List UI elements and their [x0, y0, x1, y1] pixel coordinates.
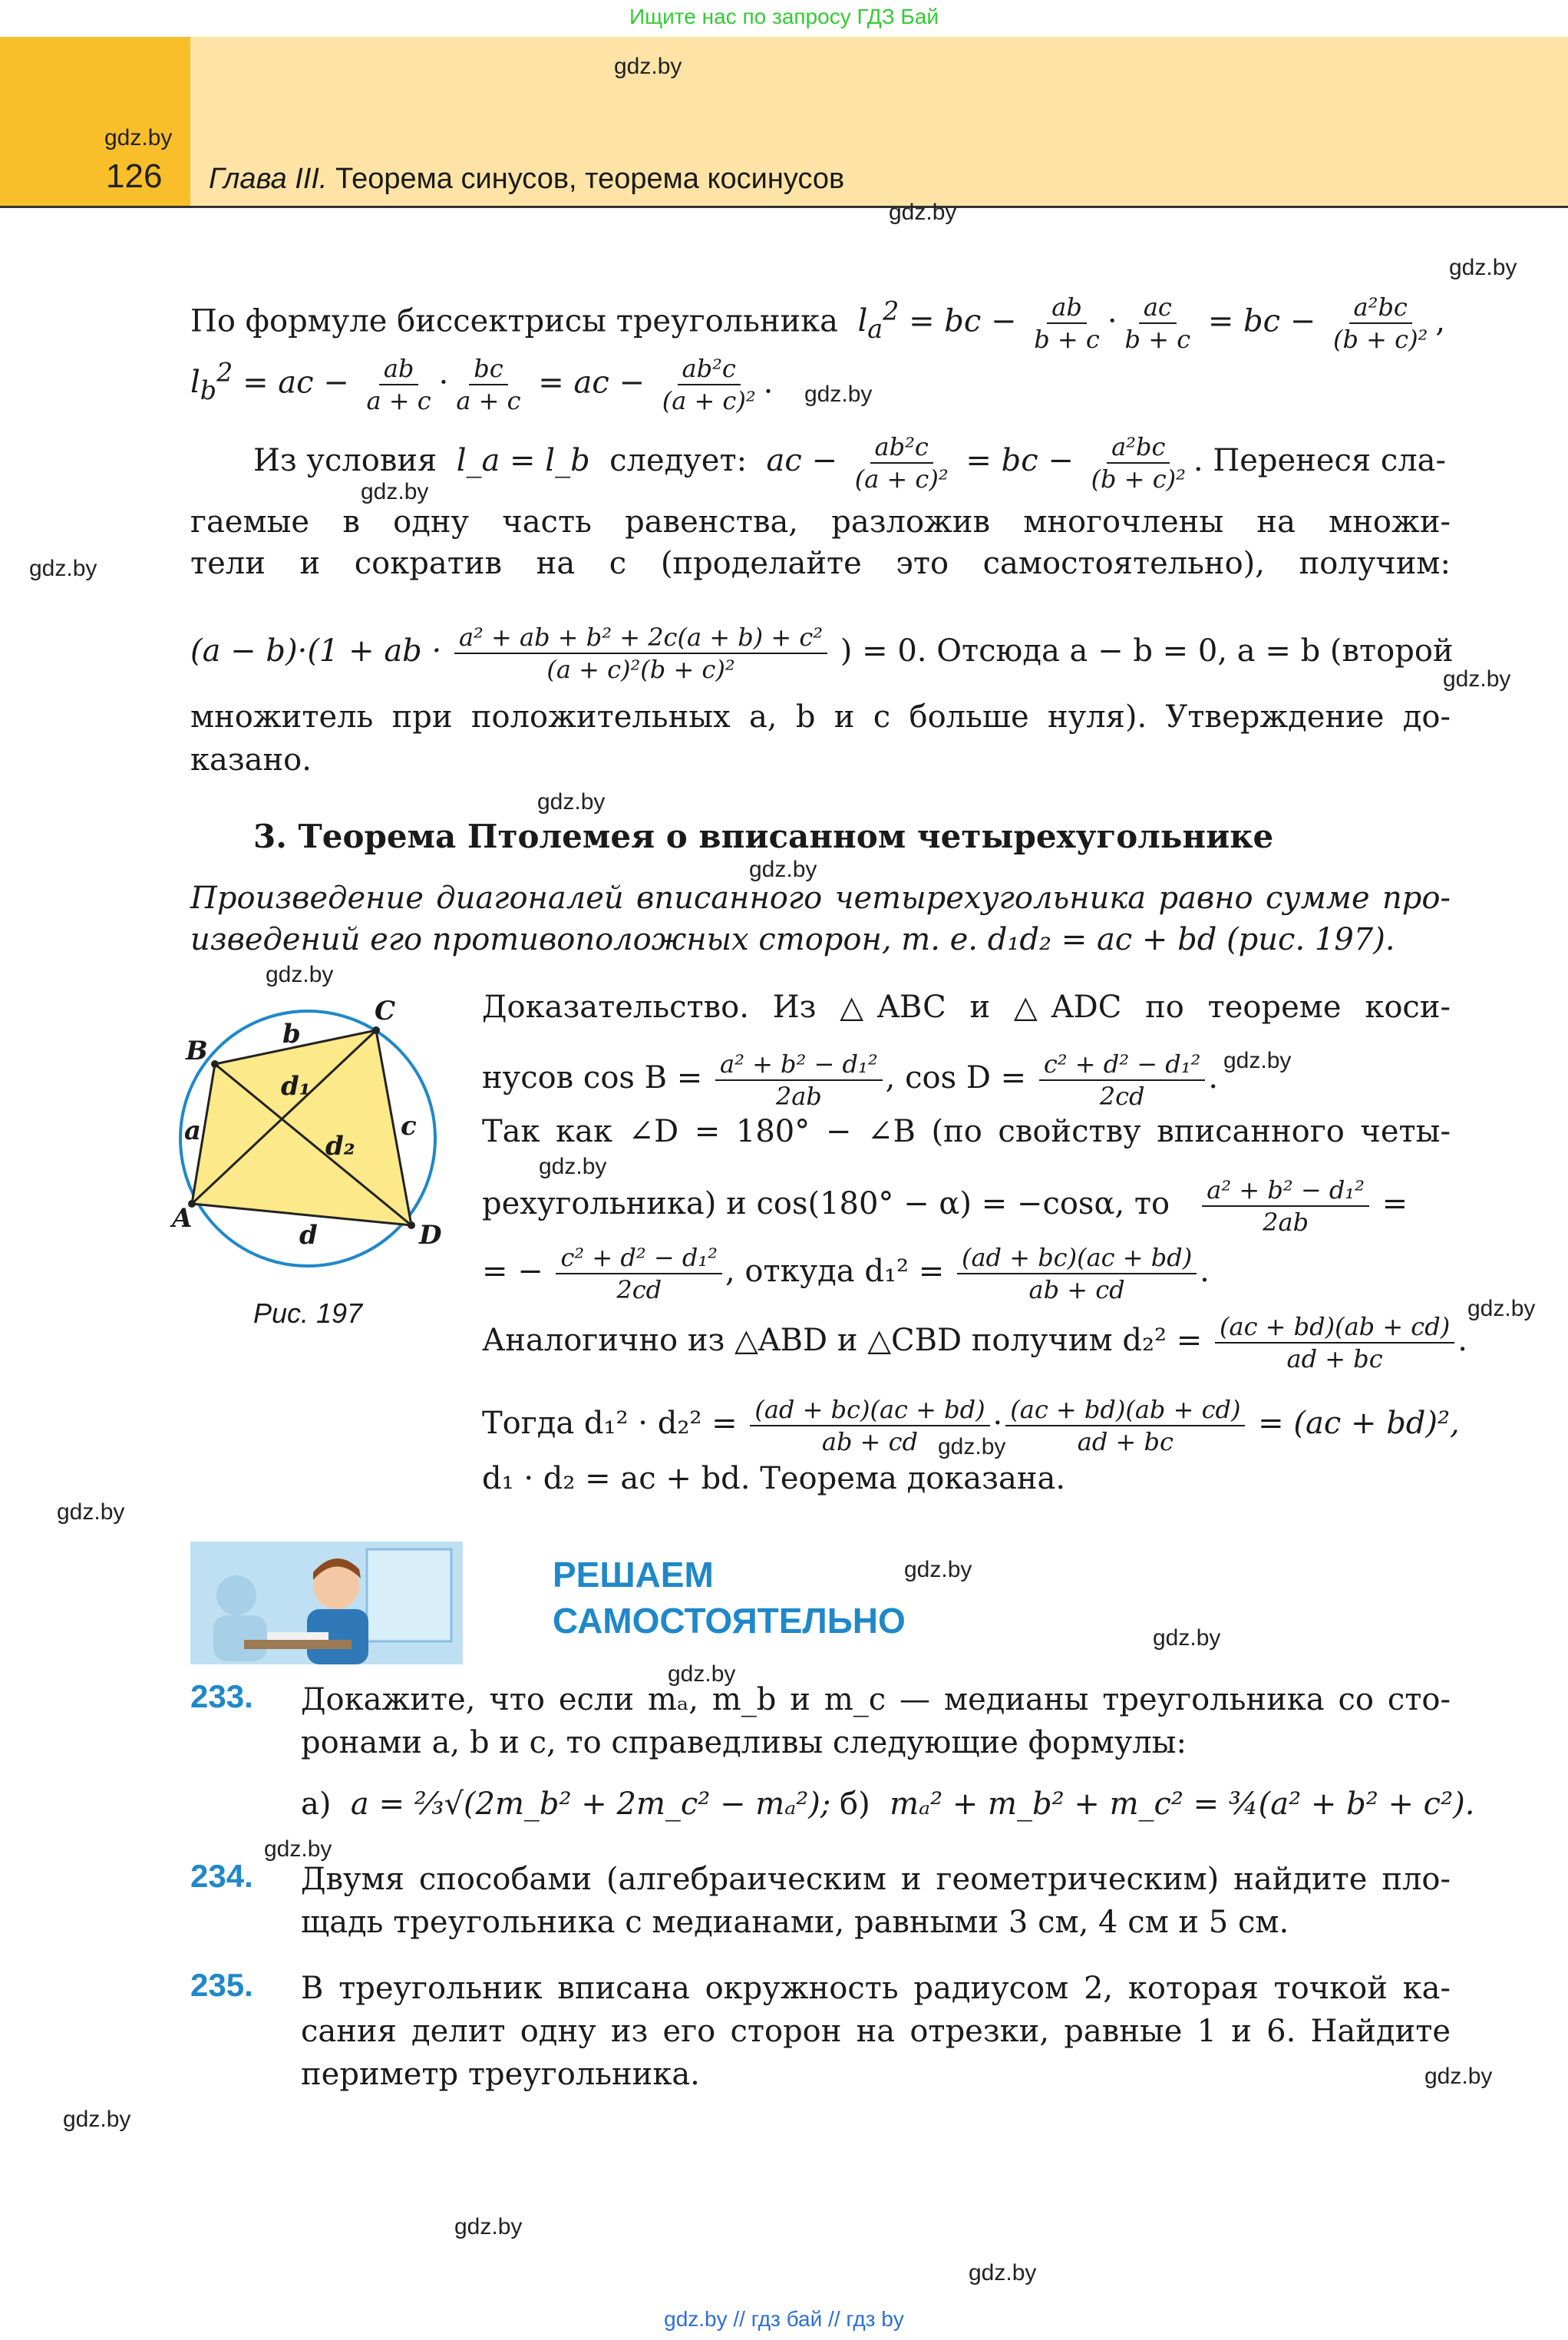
watermark: gdz.by [1424, 2064, 1493, 2089]
exercise-234-line1: Двумя способами (алгебраическим и геометрическим) найдите пло- [301, 1862, 1451, 1897]
watermark: gdz.by [969, 2260, 1037, 2285]
theorem-line1: Произведение диагоналей вписанного четырехугольника равно сумме про- [190, 881, 1451, 916]
exercise-235-line3: периметр треугольника. [301, 2057, 700, 2092]
watermark: gdz.by [57, 1499, 125, 1525]
exercise-233-b: б) mₐ² + m_b² + m_c² = ¾(a² + b² + c²). [840, 1786, 1475, 1822]
watermark: gdz.by [1153, 1625, 1221, 1651]
proof1-line6: множитель при положительных a, b и c больше нуля). Утверждение до- [190, 699, 1451, 735]
exercise-233-line1: Докажите, что если mₐ, m_b и m_c — медианы треугольника со сто- [301, 1682, 1451, 1717]
label-side-b: b [282, 1019, 301, 1049]
watermark: gdz.by [104, 125, 173, 150]
label-side-a: a [184, 1115, 202, 1146]
watermark: gdz.by [1223, 1048, 1292, 1073]
label-side-d: d [299, 1220, 318, 1251]
proof1-line3: гаемые в одну часть равенства, разложив многочлены на множи- [190, 504, 1451, 540]
proof1-condition: Из условия l_a = l_b следует: ac − $\frac{\text{ab²c}}{\text{(a + c)²}}$ = bc − $\frac{\text{a²bc}}{\text{(b + c)²}}$ . Перенеся сла- [253, 432, 1447, 494]
exercise-235-line1: В треугольник вписана окружность радиусом 2, которая точкой ка- [301, 1971, 1451, 2006]
chapter-title: Глава III. Теорема синусов, теорема косинусов [209, 163, 845, 195]
exercise-233-a: а) a = ⅔√(2m_b² + 2m_c² − mₐ²); [301, 1786, 831, 1822]
watermark: gdz.by [266, 962, 334, 987]
promo-title-line2: САМОСТОЯТЕЛЬНО [553, 1601, 906, 1641]
proof1-line4: тели и сократив на c (проделайте это самостоятельно), получим: [190, 546, 1451, 581]
watermark: gdz.by [454, 2214, 523, 2239]
proof1-big-equation: (a − b)·(1 + ab · $\frac{\text{a² + ab + b² + 2c(a + b) + c²}}{\text{(a + c)²(b + c)²}}$ ) = 0. Отсюда a − b = 0, a = b (второй [190, 623, 1454, 684]
proof1-line2: $l_b^2$ = ac − $\frac{ab}{a + c}$ · $\frac{bc}{a + c}$ = ac − $\frac{\text{ab²c}}{\text{(a + c)²}}$ . [190, 354, 774, 416]
vertex-b [211, 1060, 219, 1068]
footer-links[interactable]: gdz.by // гдз бай // гдз by [664, 2307, 904, 2331]
promo-title-line1: РЕШАЕМ [553, 1555, 714, 1595]
theorem-line2: изведений его противоположных сторон, т. е. d₁d₂ = ac + bd (рис. 197). [190, 922, 1395, 957]
proof2-line8: d₁ · d₂ = ac + bd. Теорема доказана. [482, 1461, 1066, 1496]
watermark: gdz.by [539, 1154, 607, 1179]
label-a: A [172, 1203, 193, 1234]
proof1-line1: По формуле биссектрисы треугольника $l_a^2$ = bc − $\frac{ab}{b + c}$ · $\frac{ac}{b + c}$ = bc − $\frac{\text{a²bc}}{\text{(b + c)²}}$ , [190, 292, 1446, 355]
label-side-c: c [401, 1111, 417, 1142]
vertex-c [372, 1026, 380, 1034]
label-d2: d₂ [325, 1131, 355, 1162]
watermark: gdz.by [889, 200, 957, 225]
proof2-line6: Аналогично из △ABD и △CBD получим d₂² = $\frac{(ac + bd)(ab + cd)}{ad + bc}$ . [482, 1312, 1467, 1373]
watermark: gdz.by [264, 1836, 332, 1862]
proof2-line7: Тогда d₁² · d₂² = $\frac{(ad + bc)(ac + bd)}{ab + cd}$ · $\frac{(ac + bd)(ab + cd)}{ad + bc}$ = (ac + bd)², [482, 1395, 1460, 1456]
exercise-number: 233. [190, 1678, 253, 1714]
student-illustration [190, 1542, 463, 1664]
watermark: gdz.by [904, 1557, 972, 1582]
section-title: 3. Теорема Птолемея о вписанном четырехугольнике [253, 818, 1274, 855]
vertex-d [408, 1221, 415, 1229]
label-b: B [186, 1036, 208, 1066]
proof2-line3: Так как ∠D = 180° − ∠B (по свойству вписанного четы- [482, 1114, 1451, 1149]
top-banner[interactable]: Ищите нас по запросу ГДЗ Бай [629, 5, 939, 28]
watermark: gdz.by [749, 857, 817, 882]
exercise-number: 234. [190, 1858, 253, 1894]
watermark: gdz.by [537, 789, 606, 815]
watermark: gdz.by [1443, 666, 1511, 692]
exercise-235-line2: сания делит одну из его сторон на отрезки, равные 1 и 6. Найдите [301, 2014, 1451, 2049]
watermark: gdz.by [614, 54, 682, 79]
watermark: gdz.by [1449, 255, 1517, 280]
header-rule [0, 206, 1568, 208]
proof1-line7: казано. [190, 742, 312, 778]
promo-illustration [190, 1542, 463, 1664]
watermark: gdz.by [668, 1661, 736, 1687]
watermark: gdz.by [938, 1434, 1006, 1459]
watermark: gdz.by [804, 382, 873, 407]
label-d1: d₁ [281, 1071, 311, 1102]
exercise-number: 235. [190, 1967, 253, 2003]
exercise-233-line2: ронами a, b и c, то справедливы следующие формулы: [301, 1725, 1187, 1760]
watermark: gdz.by [361, 479, 429, 504]
proof2-line4: рехугольника) и cos(180° − α) = −cosα, то $\frac{\text{a² + b² − d₁²}}{2ab}$ = [482, 1175, 1408, 1237]
proof2-line5: = − $\frac{\text{c² + d² − d₁²}}{2cd}$ , откуда d₁² = $\frac{(ad + bc)(ac + bd)}{ab + cd}$ . [482, 1243, 1210, 1304]
exercise-234-line2: щадь треугольника с медианами, равными 3 см, 4 см и 5 см. [301, 1905, 1289, 1940]
quadrilateral-abcd [192, 1030, 411, 1225]
figure-197 [169, 990, 460, 1282]
page-number: 126 [106, 157, 163, 195]
label-d: D [419, 1220, 442, 1251]
watermark: gdz.by [63, 2107, 131, 2132]
proof2-line1: Доказательство. Из △ABC и △ADC по теореме коси- [482, 990, 1451, 1025]
proof2-line2: нусов cos B = $\frac{\text{a² + b² − d₁²}}{2ab}$ , cos D = $\frac{\text{c² + d² − d₁²}}{2cd}$ . [482, 1049, 1219, 1111]
watermark: gdz.by [29, 556, 97, 581]
watermark: gdz.by [1467, 1296, 1536, 1321]
label-c: C [375, 996, 396, 1026]
figure-caption: Рис. 197 [253, 1297, 363, 1329]
